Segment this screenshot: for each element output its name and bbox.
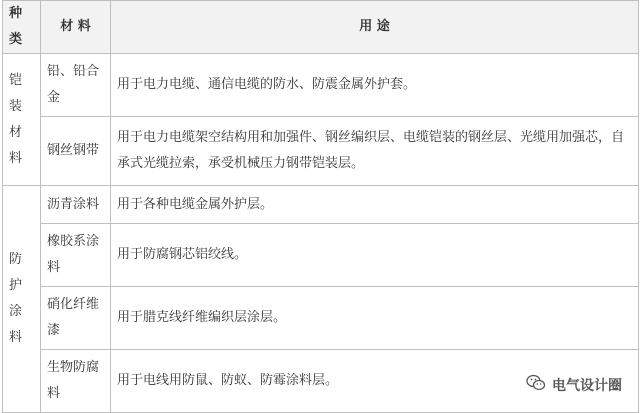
use-cell: 用于电力电缆架空结构用和加强件、钢丝编织层、电缆铠装的钢丝层、光缆用加强芯，自承式光缆拉索，承受机械压力钢带铠装层。 <box>111 117 639 186</box>
use-cell: 用于电力电缆、通信电缆的防水、防震金属外护套。 <box>111 54 639 117</box>
material-cell: 生物防腐料 <box>41 350 111 413</box>
header-material: 材 料 <box>41 1 111 54</box>
material-cell: 沥青涂料 <box>41 186 111 224</box>
use-cell: 用于各种电缆金属外护层。 <box>111 186 639 224</box>
material-cell: 铅、铅合金 <box>41 54 111 117</box>
use-cell: 用于电线用防鼠、防蚁、防霉涂料层。 <box>111 350 639 413</box>
header-row <box>3 1 639 54</box>
table-row <box>3 54 639 117</box>
table-row <box>3 287 639 350</box>
material-cell: 硝化纤维漆 <box>41 287 111 350</box>
use-cell: 用于腊克线纤维编织层涂层。 <box>111 287 639 350</box>
kind-cell-armor: 铠装材料 <box>3 54 41 186</box>
material-cell: 橡胶系涂料 <box>41 224 111 287</box>
material-cell: 钢丝钢带 <box>41 117 111 186</box>
header-use: 用 途 <box>111 1 639 54</box>
table-row <box>3 224 639 287</box>
table-row <box>3 117 639 186</box>
header-kind: 种类 <box>3 1 41 54</box>
watermark-text: 电气设计圈 <box>552 378 622 394</box>
materials-table <box>2 0 639 413</box>
kind-cell-coating: 防护涂料 <box>3 186 41 413</box>
table-row <box>3 186 639 224</box>
use-cell: 用于防腐钢芯铝绞线。 <box>111 224 639 287</box>
wechat-icon <box>526 374 546 396</box>
watermark <box>522 372 626 398</box>
